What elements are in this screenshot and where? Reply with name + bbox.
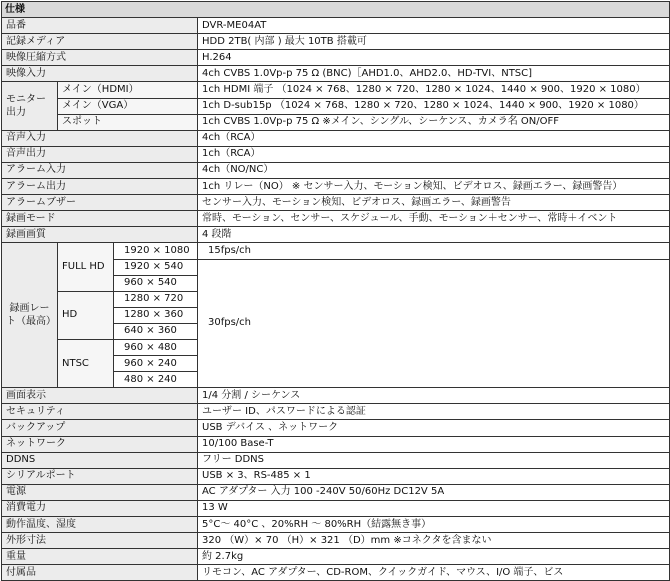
model-value: DVR-ME04AT [198, 18, 670, 34]
rec-mode-label: 録画モード [2, 211, 198, 227]
row-power [2, 484, 670, 500]
video-in-value: 4ch CVBS 1.0Vp-p 75 Ω (BNC)［AHD1.0、AHD2.0、HD-TVI、NTSC] [198, 66, 670, 82]
row-compression [2, 50, 670, 66]
row-alarm-buzzer [2, 195, 670, 211]
row-alarm-out [2, 179, 670, 195]
rate-resolution: 1920 × 1080 [114, 243, 198, 259]
rate-group-ntsc: NTSC [58, 339, 114, 387]
row-monitor-vga [2, 98, 670, 114]
row-monitor-spot [2, 114, 670, 130]
rate-resolution: 1280 × 720 [114, 291, 198, 307]
rate-fps-other: 30fps/ch [198, 259, 670, 388]
row-rec-mode [2, 211, 670, 227]
rec-mode-value: 常時、モーション、センサー、スケジュール、手動、モーション＋センサー、常時＋イベント [198, 211, 670, 227]
row-ddns [2, 452, 670, 468]
security-label: セキュリティ [2, 404, 198, 420]
row-accessories [2, 565, 670, 581]
media-value: HDD 2TB( 内部 ) 最大 10TB 搭載可 [198, 34, 670, 50]
row-network [2, 436, 670, 452]
alarm-in-value: 4ch（NO/NC） [198, 162, 670, 178]
row-rec-quality [2, 227, 670, 243]
rate-group-fullhd: FULL HD [58, 243, 114, 291]
alarm-in-label: アラーム入力 [2, 162, 198, 178]
alarm-out-value: 1ch リレー（NO） ※ センサー入力、モーション検知、ビデオロス、録画エラー、録画警告） [198, 179, 670, 195]
env-label: 動作温度、湿度 [2, 517, 198, 533]
monitor-hdmi-label: メイン（HDMI） [58, 82, 198, 98]
env-value: 5°C〜 40°C 、20%RH 〜 80%RH（結露無き事） [198, 517, 670, 533]
row-video-in [2, 66, 670, 82]
media-label: 記録メディア [2, 34, 198, 50]
audio-out-label: 音声出力 [2, 146, 198, 162]
monitor-vga-label: メイン（VGA） [58, 98, 198, 114]
row-audio-in [2, 130, 670, 146]
security-value: ユーザー ID、パスワードによる認証 [198, 404, 670, 420]
row-monitor-hdmi [2, 82, 670, 98]
rate-resolution: 480 × 240 [114, 372, 198, 388]
backup-label: バックアップ [2, 420, 198, 436]
backup-value: USB デバイス 、ネットワーク [198, 420, 670, 436]
audio-in-value: 4ch（RCA） [198, 130, 670, 146]
monitor-spot-label: スポット [58, 114, 198, 130]
spec-header: 仕様 [2, 2, 670, 18]
alarm-buzzer-value: センサー入力、モーション検知、ビデオロス、録画エラー、録画警告 [198, 195, 670, 211]
rate-group-hd: HD [58, 291, 114, 339]
spec-table [1, 1, 670, 581]
audio-out-value: 1ch（RCA） [198, 146, 670, 162]
rate-fps-full: 15fps/ch [198, 243, 670, 259]
compression-label: 映像圧縮方式 [2, 50, 198, 66]
model-label: 品番 [2, 18, 198, 34]
rec-quality-value: 4 段階 [198, 227, 670, 243]
rate-resolution: 1920 × 540 [114, 259, 198, 275]
row-audio-out [2, 146, 670, 162]
ddns-label: DDNS [2, 452, 198, 468]
power-label: 電源 [2, 484, 198, 500]
row-display [2, 388, 670, 404]
row-dimensions [2, 533, 670, 549]
dimensions-value: 320 （W）× 70 （H）× 321 （D）mm ※コネクタを含まない [198, 533, 670, 549]
row-consumption [2, 500, 670, 516]
rate-resolution: 960 × 240 [114, 356, 198, 372]
rate-resolution: 960 × 540 [114, 275, 198, 291]
rate-resolution: 960 × 480 [114, 339, 198, 355]
display-value: 1/4 分割 / シーケンス [198, 388, 670, 404]
alarm-out-label: アラーム出力 [2, 179, 198, 195]
display-label: 画面表示 [2, 388, 198, 404]
row-media [2, 34, 670, 50]
weight-label: 重量 [2, 549, 198, 565]
network-label: ネットワーク [2, 436, 198, 452]
monitor-label: モニター出力 [2, 82, 58, 130]
monitor-vga-value: 1ch D-sub15p （1024 × 768、1280 × 720、1280 × 1024、1440 × 900、1920 × 1080） [198, 98, 670, 114]
accessories-label: 付属品 [2, 565, 198, 581]
row-model [2, 18, 670, 34]
row-security [2, 404, 670, 420]
monitor-hdmi-value: 1ch HDMI 端子 （1024 × 768、1280 × 720、1280 × 1024、1440 × 900、1920 × 1080） [198, 82, 670, 98]
alarm-buzzer-label: アラームブザー [2, 195, 198, 211]
row-backup [2, 420, 670, 436]
consumption-label: 消費電力 [2, 500, 198, 516]
compression-value: H.264 [198, 50, 670, 66]
rec-quality-label: 録画画質 [2, 227, 198, 243]
audio-in-label: 音声入力 [2, 130, 198, 146]
monitor-spot-value: 1ch CVBS 1.0Vp-p 75 Ω ※メイン、シングル、シーケンス、カメラ名 ON/OFF [198, 114, 670, 130]
consumption-value: 13 W [198, 500, 670, 516]
serial-label: シリアルポート [2, 468, 198, 484]
dimensions-label: 外形寸法 [2, 533, 198, 549]
accessories-value: リモコン、AC アダプター、CD-ROM、クイックガイド、マウス、I/O 端子、ビス [198, 565, 670, 581]
row-alarm-in [2, 162, 670, 178]
network-value: 10/100 Base-T [198, 436, 670, 452]
ddns-value: フリー DDNS [198, 452, 670, 468]
row-rate [2, 243, 670, 259]
row-weight [2, 549, 670, 565]
row-serial [2, 468, 670, 484]
row-env [2, 517, 670, 533]
rec-rate-label: 録画レート（最高） [2, 243, 58, 388]
rate-resolution: 640 × 360 [114, 323, 198, 339]
rate-resolution: 1280 × 360 [114, 307, 198, 323]
serial-value: USB × 3、RS-485 × 1 [198, 468, 670, 484]
power-value: AC アダプター 入力 100 -240V 50/60Hz DC12V 5A [198, 484, 670, 500]
video-in-label: 映像入力 [2, 66, 198, 82]
weight-value: 約 2.7kg [198, 549, 670, 565]
